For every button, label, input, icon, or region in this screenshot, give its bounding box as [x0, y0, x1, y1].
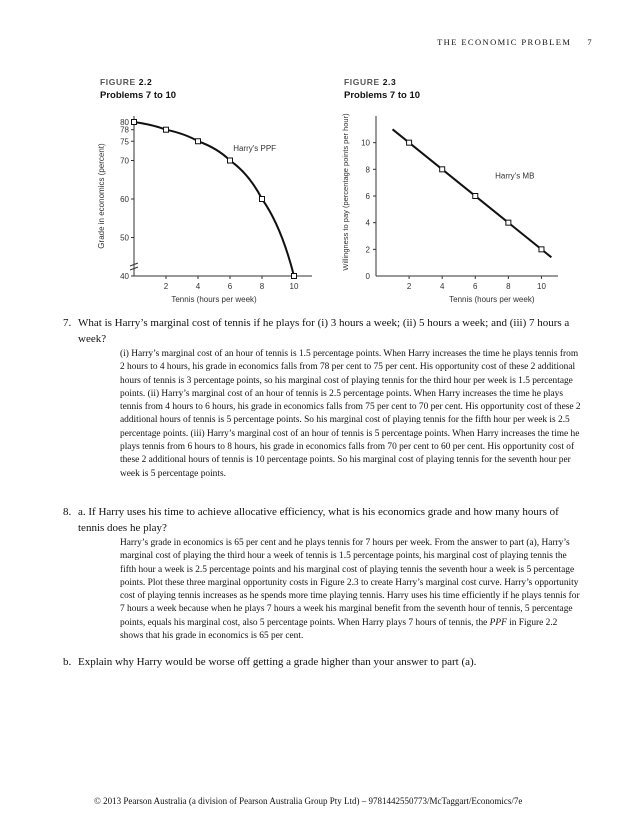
copyright-footer: © 2013 Pearson Australia (a division of Pearson Australia Group Pty Ltd) – 9781442550773/McTaggart/Economics/7e: [94, 796, 523, 806]
data-point: [506, 220, 511, 225]
answer-7: (i) Harry’s marginal cost of an hour of tennis is 1.5 percentage points. When Harry increases the time he plays tennis from 2 hours to 4 hours, his grade in economics falls from 78 per cent to 75 per cent. His opportunity cost of these 2 additional hours of tennis is 3 percentage points, so his marginal cost of playing tennis for the third hour per week is 1.5 percentage points. (ii) Harry’s marginal cost of an hour of tennis is 2.5 percentage points. When Harry increases the time he plays tennis from 4 hours to 6 hours, his grade in economics falls from 75 per cent to 70 per cent. His opportunity cost of these 2 additional hours of tennis is 5 percentage points. So his marginal cost of playing tennis for the fifth hour per week is 2.5 percentage points. (iii) Harry’s marginal cost of an hour of tennis is 5 percentage points. When Harry increases the time he plays tennis from 6 hours to 8 hours, his grade in economics falls from 70 per cent to 60 per cent. His opportunity cost of these 2 additional hours of tennis is 10 percentage points. So his marginal cost of playing tennis for the seventh hour per week is 5 percentage points.: [120, 349, 581, 479]
curve-annotation: Harry's PPF: [233, 143, 277, 153]
question-number: 7.: [63, 317, 72, 329]
data-point: [539, 247, 544, 252]
ppf-chart: [92, 106, 332, 306]
mb-line: [393, 129, 552, 257]
y-tick-label: 80: [120, 118, 129, 127]
answer-8a: Harry’s grade in economics is 65 per cent and he plays tennis for 7 hours per week. From the answer to part (a), Harry’s marginal cost of playing the third hour a week of tennis is 1.5 percentage points, his marginal cost of playing tennis the fifth hour a week is 2.5 percentage points and his marginal cost of playing tennis the seventh hour a week is 5 percentage points. Plot these three marginal opportunity costs in Figure 2.3 to create Harry’s marginal cost curve. Harry’s opportunity cost of playing tennis increases as he spends more time playing tennis. Harry uses his time efficiently if he plays tennis for 7 hours a week because when he plays 7 hours a week his marginal benefit from the seventh hour of tennis, 5 percentage points, equals his marginal cost, also 5 percentage points. When Harry plays 7 hours of tennis, the PPF in Figure 2.2 shows that his grade in economics is 65 per cent.: [120, 538, 580, 642]
x-axis-label: Tennis (hours per week): [171, 295, 257, 304]
question-text: a. If Harry uses his time to achieve allocative efficiency, what is his economics grade and how many hours of tennis does he play?: [78, 506, 559, 534]
figure-2-2: [92, 72, 332, 307]
question-8a: [63, 505, 583, 536]
question-text: Explain why Harry would be worse off getting a grade higher than your answer to part (a).: [78, 656, 477, 668]
ppf-term: PPF: [489, 617, 507, 628]
data-point: [164, 127, 169, 132]
mb-chart: [336, 106, 576, 306]
y-tick-label: 50: [120, 233, 129, 243]
data-point: [473, 194, 478, 199]
x-tick-label: 10: [537, 282, 546, 291]
x-tick-label: 2: [406, 282, 412, 291]
question-text: What is Harry’s marginal cost of tennis if he plays for (i) 3 hours a week; (ii) 5 hours a week; and (iii) 7 hours a week?: [78, 317, 570, 345]
y-tick-label: 40: [120, 272, 129, 281]
data-point: [292, 274, 297, 279]
x-tick-label: 4: [439, 282, 445, 291]
data-point: [260, 197, 265, 202]
y-tick-label: 6: [365, 192, 370, 201]
y-tick-label: 8: [365, 165, 370, 175]
header-title: THE ECONOMIC PROBLEM: [437, 37, 572, 47]
data-point: [132, 120, 137, 125]
y-tick-label: 2: [365, 245, 370, 255]
data-point: [440, 167, 445, 172]
figure-label: FIGURE 2.2: [100, 77, 153, 87]
y-tick-label: 60: [120, 195, 129, 204]
figure-2-3: [336, 72, 576, 307]
y-tick-label: 75: [120, 137, 129, 147]
data-point: [407, 140, 412, 145]
x-tick-label: 6: [227, 282, 233, 291]
x-tick-label: 4: [195, 282, 201, 291]
y-axis-label: Grade in economics (percent): [97, 143, 106, 249]
figure-label: FIGURE 2.3: [344, 77, 397, 87]
curve-annotation: Harry's MB: [495, 171, 535, 181]
question-7: [63, 316, 583, 347]
x-tick-label: 8: [259, 282, 265, 291]
x-tick-label: 8: [506, 282, 511, 291]
figure-subtitle: Problems 7 to 10: [100, 90, 177, 101]
question-number: 8.: [63, 506, 72, 518]
running-header: [437, 37, 593, 47]
data-point: [228, 158, 233, 163]
question-number: b.: [63, 656, 72, 668]
x-tick-label: 6: [473, 282, 478, 291]
y-axis-label: Willingness to pay (percentage points per hour): [341, 113, 350, 271]
question-8b: [63, 655, 583, 671]
figure-subtitle: Problems 7 to 10: [344, 90, 421, 101]
x-tick-label: 2: [163, 282, 169, 291]
y-tick-label: 78: [120, 125, 129, 135]
data-point: [196, 139, 201, 144]
y-tick-label: 10: [361, 138, 370, 148]
y-tick-label: 70: [120, 156, 129, 166]
x-tick-label: 10: [289, 282, 299, 291]
y-tick-label: 0: [365, 272, 370, 281]
page-number: 7: [587, 37, 593, 47]
y-tick-label: 4: [365, 218, 370, 228]
x-axis-label: Tennis (hours per week): [449, 295, 535, 304]
